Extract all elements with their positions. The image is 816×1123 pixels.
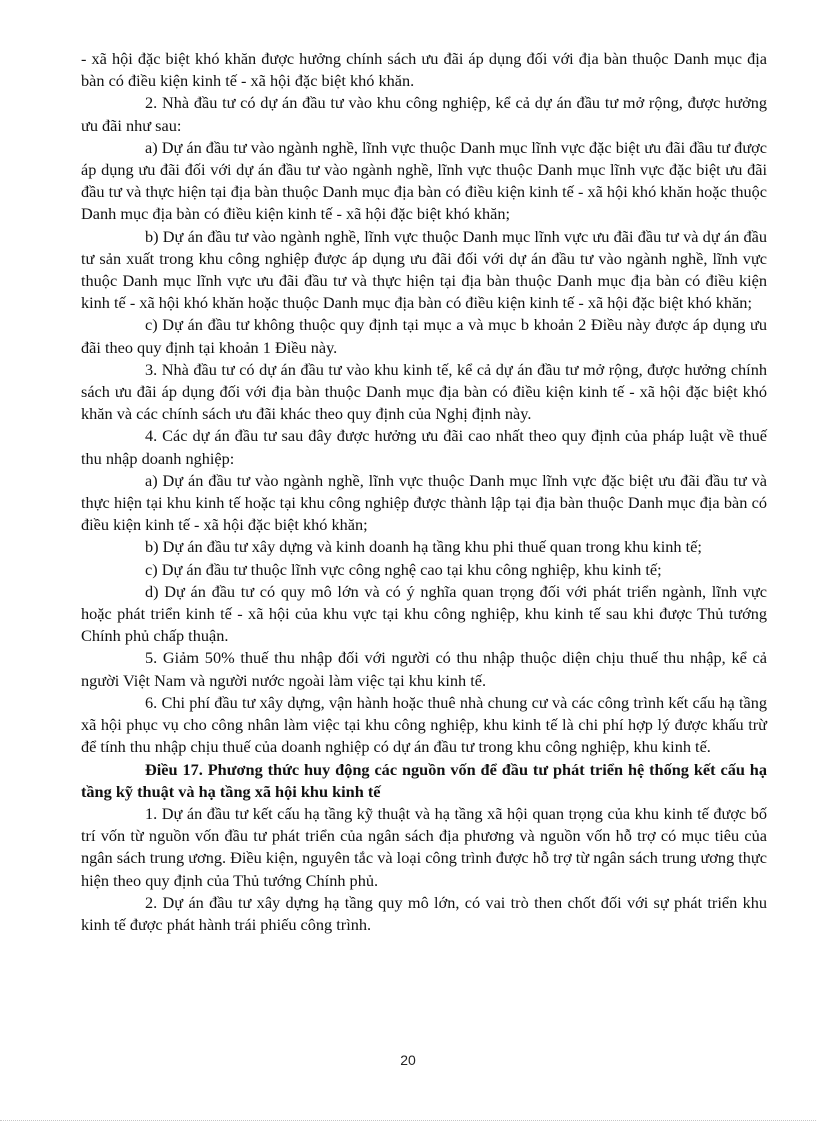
paragraph-clause-4a: a) Dự án đầu tư vào ngành nghề, lĩnh vực thuộc Danh mục lĩnh vực đặc biệt ưu đãi đầu tư và thực hiện tại khu kinh tế hoặc tại khu công nghiệp được thành lập tại địa bàn thuộc Danh mục địa bàn có điều kiện kinh tế - xã hội đặc biệt khó khăn;	[81, 470, 767, 535]
paragraph-clause-4d: d) Dự án đầu tư có quy mô lớn và có ý nghĩa quan trọng đối với phát triển ngành, lĩnh vực hoặc phát triển kinh tế - xã hội của khu vực tại khu công nghiệp, khu kinh tế sau khi được Thủ tướng Chính phủ chấp thuận.	[81, 581, 767, 646]
document-body	[81, 48, 767, 936]
paragraph-continuation: - xã hội đặc biệt khó khăn được hưởng chính sách ưu đãi áp dụng đối với địa bàn thuộc Danh mục địa bàn có điều kiện kinh tế - xã hội đặc biệt khó khăn.	[81, 49, 767, 91]
paragraph-clause-2b: b) Dự án đầu tư vào ngành nghề, lĩnh vực thuộc Danh mục lĩnh vực ưu đãi đầu tư và dự án đầu tư sản xuất trong khu công nghiệp được áp dụng ưu đãi đối với dự án đầu tư vào ngành nghề, lĩnh vực thuộc Danh mục lĩnh vực ưu đãi đầu tư và thực hiện tại địa bàn thuộc Danh mục địa bàn có điều kiện kinh tế - xã hội khó khăn hoặc thuộc Danh mục địa bàn có điều kiện kinh tế - xã hội đặc biệt khó khăn;	[81, 226, 767, 313]
paragraph-clause-4b: b) Dự án đầu tư xây dựng và kinh doanh hạ tầng khu phi thuế quan trong khu kinh tế;	[145, 537, 702, 557]
paragraph-clause-2: 2. Nhà đầu tư có dự án đầu tư vào khu công nghiệp, kể cả dự án đầu tư mở rộng, được hưởng ưu đãi như sau:	[81, 93, 767, 135]
paragraph-article-17-clause-1: 1. Dự án đầu tư kết cấu hạ tầng kỹ thuật và hạ tầng xã hội quan trọng của khu kinh tế được bố trí vốn từ nguồn vốn đầu tư phát triển của ngân sách địa phương và nguồn vốn hỗ trợ có mục tiêu của ngân sách trung ương. Điều kiện, nguyên tắc và loại công trình được hỗ trợ từ ngân sách trung ương thực hiện theo quy định của Thủ tướng Chính phủ.	[81, 803, 767, 890]
paragraph-clause-4c: c) Dự án đầu tư thuộc lĩnh vực công nghệ cao tại khu công nghiệp, khu kinh tế;	[145, 559, 662, 579]
paragraph-clause-5: 5. Giảm 50% thuế thu nhập đối với người có thu nhập thuộc diện chịu thuế thu nhập, kể cả người Việt Nam và người nước ngoài làm việc tại khu kinh tế.	[81, 648, 767, 690]
paragraph-clause-2a: a) Dự án đầu tư vào ngành nghề, lĩnh vực thuộc Danh mục lĩnh vực đặc biệt ưu đãi đầu tư được áp dụng ưu đãi đối với dự án đầu tư vào ngành nghề, lĩnh vực thuộc Danh mục lĩnh vực đặc biệt ưu đãi đầu tư và thực hiện tại địa bàn thuộc Danh mục địa bàn có điều kiện kinh tế - xã hội khó khăn hoặc thuộc Danh mục địa bàn có điều kiện kinh tế - xã hội đặc biệt khó khăn;	[81, 137, 767, 224]
paragraph-clause-2c: c) Dự án đầu tư không thuộc quy định tại mục a và mục b khoản 2 Điều này được áp dụng ưu đãi theo quy định tại khoản 1 Điều này.	[81, 315, 767, 357]
page-number: 20	[400, 1052, 416, 1068]
page-break-divider	[0, 1120, 816, 1121]
paragraph-clause-3: 3. Nhà đầu tư có dự án đầu tư vào khu kinh tế, kể cả dự án đầu tư mở rộng, được hưởng chính sách ưu đãi áp dụng đối với địa bàn thuộc Danh mục địa bàn có điều kiện kinh tế - xã hội đặc biệt khó khăn và các chính sách ưu đãi khác theo quy định của Nghị định này.	[81, 359, 767, 424]
paragraph-clause-4: 4. Các dự án đầu tư sau đây được hưởng ưu đãi cao nhất theo quy định của pháp luật về thuế thu nhập doanh nghiệp:	[81, 426, 767, 468]
paragraph-article-17-clause-2: 2. Dự án đầu tư xây dựng hạ tầng quy mô lớn, có vai trò then chốt đối với sự phát triển khu kinh tế được phát hành trái phiếu công trình.	[81, 892, 767, 934]
article-17-heading: Điều 17. Phương thức huy động các nguồn vốn để đầu tư phát triển hệ thống kết cấu hạ tầng kỹ thuật và hạ tầng xã hội khu kinh tế	[81, 759, 767, 801]
paragraph-clause-6: 6. Chi phí đầu tư xây dựng, vận hành hoặc thuê nhà chung cư và các công trình kết cấu hạ tầng xã hội phục vụ cho công nhân làm việc tại khu công nghiệp, khu kinh tế là chi phí hợp lý được khấu trừ để tính thu nhập chịu thuế của doanh nghiệp có dự án đầu tư trong khu công nghiệp, khu kinh tế.	[81, 692, 767, 757]
